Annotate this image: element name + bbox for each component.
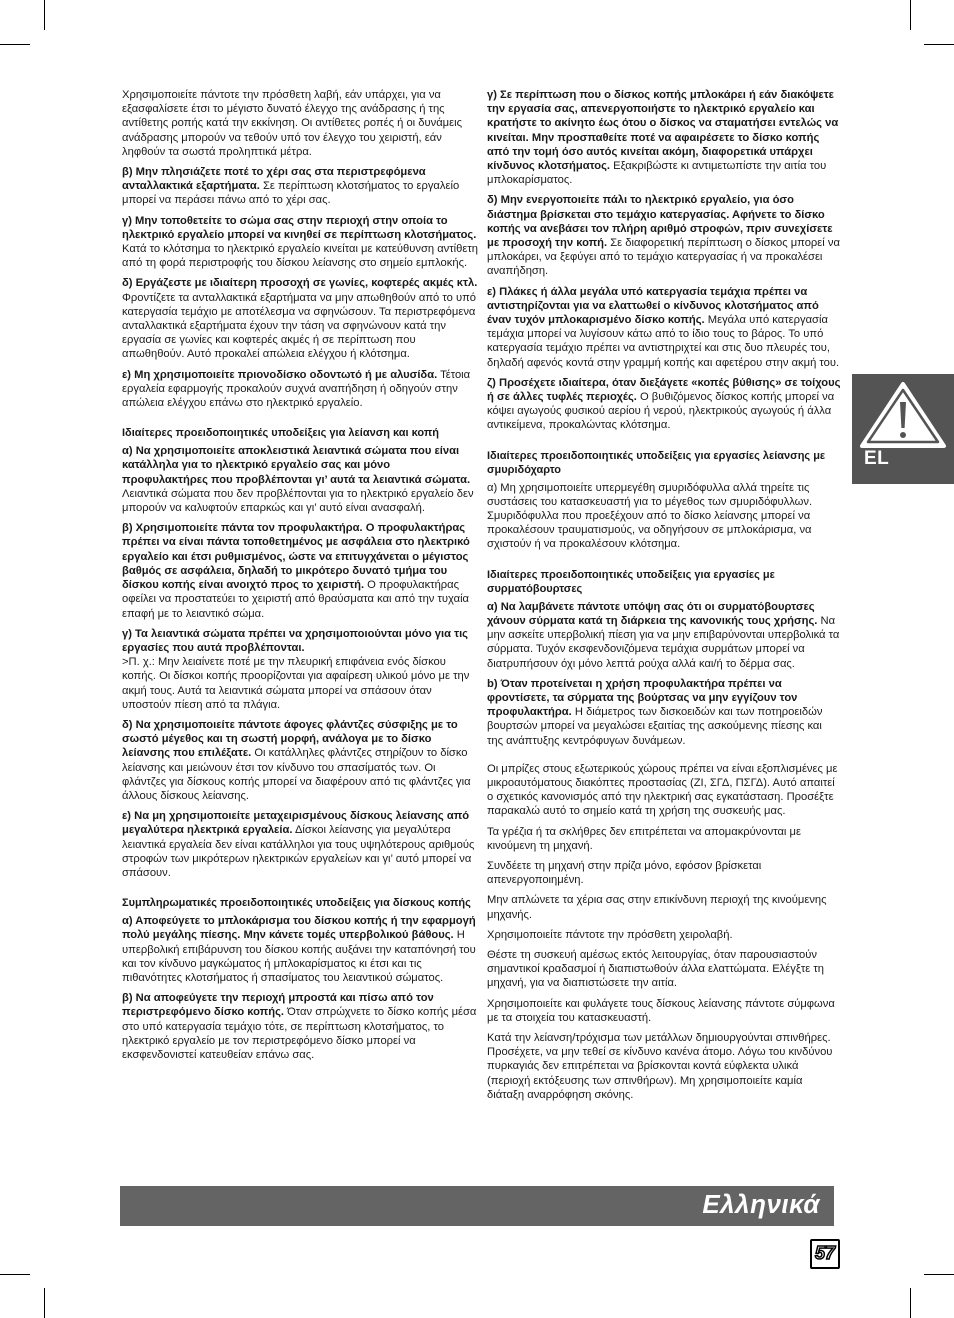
warning-triangle-icon: [856, 378, 950, 452]
crop-mark: [924, 1274, 954, 1275]
paragraph: [487, 1031, 841, 1102]
paragraph: [122, 444, 478, 515]
paragraph: [487, 928, 841, 942]
section-heading: [487, 449, 841, 477]
paragraph-text: Οι κατάλληλες φλάντζες στηρίζουν το δίσκο λείανσης και μειώνουν έτσι τον κίνδυνο του σπασίματός των. Οι φλάντζες για δίσκους κοπής μπορεί να διαφέρουν από τις φλάντζες για άλλους δίσκους λείανσης.: [122, 747, 471, 802]
paragraph: [122, 991, 478, 1062]
right-column: [487, 88, 841, 1108]
paragraph: [487, 859, 841, 887]
paragraph-lead: Ιδιαίτερες προειδοποιητικές υποδείξεις για εργασίες με συρματόβουρτσες: [487, 568, 775, 595]
paragraph-text: Συνδέετε τη μηχανή στην πρίζα μόνο, εφόσον βρίσκεται απενεργοποιημένη.: [487, 859, 762, 887]
page-number: 57: [810, 1239, 840, 1269]
paragraph-text: Μεγάλα υπό κατεργασία τεμάχια μπορεί να λυγίσουν κάτω από το ίδιο τους το βάρος. Το υπό κατεργασία τεμάχιο πρέπει να αντιστηριχτεί και στις δυο πλευρές του, δηλαδή αφενός κοντά στην γραμμή κοπής και αφετέρου στην ακμή του.: [487, 314, 840, 369]
paragraph: [487, 193, 841, 278]
paragraph: [487, 481, 841, 552]
left-column: [122, 88, 478, 1068]
paragraph-text: Οι μπρίζες στους εξωτερικούς χώρους πρέπει να είναι εξοπλισμένες με μικροαυτόματους διακόπτες προστασίας (ΖΙ, ΣΓΔ, ΠΣΓΔ). Αυτό απαιτεί ο σχετικός κανονισμός από την ηλεκτρική σας εγκατάσταση. Προσέξτε παρακαλώ αυτό το σημείο κατά τη χρήση της συσκευής μας.: [487, 762, 838, 818]
paragraph-text: Σε περίπτωση κλοτσήματος το εργαλείο μπορεί να περάσει πάνω από το χέρι σας.: [122, 180, 460, 207]
paragraph-text: Δίσκοι λείανσης για μεγαλύτερα λειαντικά εργαλεία δεν είναι κατάλληλοι για τους υψηλότερους αριθμούς στροφών των μικρότερων ηλεκτρικών εργαλείων και γι’ αυτό μπορεί να σπάσουν.: [122, 824, 475, 879]
paragraph: [487, 285, 841, 370]
footer-language-bar: [120, 1186, 834, 1226]
paragraph: [122, 214, 478, 271]
paragraph: [487, 762, 841, 819]
paragraph-text: >Π. χ.: Μην λειαίνετε ποτέ με την πλευρική επιφάνεια ενός δίσκου κοπής. Οι δίσκοι κοπής προορίζονται για αφαίρεση υλικού μόνο με την ακμή τους. Αυτά τα λειαντικά σώματα μπορεί να σπάσουν όταν υποστούν πίεση από τα πλάγια.: [122, 656, 470, 711]
language-warning-tab: [852, 374, 954, 484]
paragraph-lead: α) Να χρησιμοποιείτε αποκλειστικά λειαντικά σώματα που είναι κατάλληλα για το ηλεκτρικό εργαλείο σας και μόνο προφυλακτήρες που προβλέπονται γι’ αυτά τα λειαντικά σώματα.: [122, 445, 471, 486]
paragraph-lead: Ιδιαίτερες προειδοποιητικές υποδείξεις για λείανση και κοπή: [122, 427, 439, 440]
paragraph-lead: ε) Πλάκες ή άλλα μεγάλα υπό κατεργασία τεμάχια πρέπει να αντιστηρίζονται για να ελαττωθεί ο κίνδυνος κλοτσήματος από έναν τυχόν μπλοκαρισμένο δίσκο κοπής.: [487, 285, 819, 327]
crop-mark: [44, 1288, 45, 1318]
crop-mark: [910, 1288, 911, 1318]
paragraph: [122, 914, 478, 985]
paragraph-text: Μην απλώνετε τα χέρια σας στην επικίνδυνη περιοχή της κινούμενης μηχανής.: [487, 894, 827, 921]
paragraph-lead: α) Να λαμβάνετε πάντοτε υπόψη σας ότι οι συρματόβουρτσες χάνουν σύρματα κατά τη διάρκεια της κανονικής τους χρήσης.: [487, 600, 818, 627]
paragraph-lead: γ) Τα λειαντικά σώματα πρέπει να χρησιμοποιούνται μόνο για τις εργασίες που αυτά προβλέπονται.: [122, 627, 469, 654]
paragraph-text: Σε διαφορετική περίπτωση ο δίσκος μπορεί να μπλοκάρει, να ξεφύγει από το τεμάχιο κατεργασίας ή να προκαλέσει αναπήδηση.: [487, 237, 840, 278]
paragraph: [487, 948, 841, 991]
footer-language-title: Ελληνικά: [702, 1189, 820, 1219]
paragraph-text: Η διάμετρος των δισκοειδών και των ποτηροειδών βουρτσών μπορεί να μεγαλώσει εξαιτίας της ασκούμενης πίεσης και της ανάπτυξης κεντρόφυγων δυνάμεων.: [487, 706, 823, 747]
paragraph-text: Κατά την λείανση/τρόχισμα των μετάλλων δημιουργούνται σπινθήρες. Προσέχετε, να μην τεθεί σε κίνδυνο κανένα άτομο. Λόγω του κινδύνου πυρκαγιάς δεν επιτρέπεται να βρίσκονται κοντά εύφλεκτα υλικά (περιοχή εκτόξευσης των σπινθήρων). Μη χρησιμοποιείτε καμία διάταξη αναρρόφηση σκόνης.: [487, 1031, 833, 1101]
paragraph: [487, 677, 841, 748]
paragraph-text: Ο προφυλακτήρας οφείλει να προστατεύει το χειριστή από θραύσματα και από την τυχαία επαφή με το λειαντικό σώμα.: [122, 579, 470, 620]
paragraph-lead: β) Χρησιμοποιείτε πάντα τον προφυλακτήρα. Ο προφυλακτήρας πρέπει να είναι πάντα τοποθετημένος με ασφάλεια στο ηλεκτρικό εργαλείο και έτσι ρυθμισμένος, ώστε να επιτυγχάνεται ο μέγιστος βαθμός σε ασφάλεια, δηλαδή το μικρότερο δυνατό τμήμα του δίσκου κοπής είναι ανοιχτό προς το χειριστή.: [122, 522, 470, 592]
crop-mark: [0, 1274, 30, 1275]
crop-mark: [44, 0, 45, 30]
paragraph-text: Όταν σπρώχνετε το δίσκο κοπής μέσα στο υπό κατεργασία τεμάχιο τότε, σε περίπτωση κλοτσήματος, το ηλεκτρικό εργαλείο με τον περιστρεφόμενο δίσκο μπορεί να εκσφενδονιστεί κατευθείαν επάνω σας.: [122, 1006, 477, 1061]
paragraph-text: Λειαντικά σώματα που δεν προβλέπονται για το ηλεκτρικό εργαλείο δεν μπορούν να καλυφτούν επαρκώς και γι’ αυτό είναι ανασφαλή.: [122, 487, 474, 515]
paragraph: [487, 88, 841, 187]
paragraph: [122, 276, 478, 361]
paragraph: [487, 600, 841, 671]
section-heading: [487, 568, 841, 596]
paragraph-text: Χρησιμοποιείτε πάντοτε την πρόσθετη χειρολαβή.: [487, 928, 733, 941]
crop-mark: [910, 0, 911, 30]
section-heading: [122, 896, 478, 910]
paragraph: [122, 521, 478, 620]
paragraph: [122, 165, 478, 208]
paragraph-lead: α) Αποφεύγετε το μπλοκάρισμα του δίσκου κοπής ή την εφαρμογή πολύ μεγάλης πίεσης. Μην κάνετε τομές υπερβολικού βάθους.: [122, 915, 476, 942]
paragraph-text: Θέστε τη συσκευή αμέσως εκτός λειτουργίας, όταν παρουσιαστούν σημαντικοί κραδασμοί ή διαπιστωθούν άλλα ελαττώματα. Ελέγξτε τη μηχανή, για να διαπιστώσετε την αιτία.: [487, 948, 824, 990]
paragraph: [122, 809, 478, 880]
paragraph: [122, 88, 478, 159]
paragraph-lead: γ) Σε περίπτωση που ο δίσκος κοπής μπλοκάρει ή εάν διακόψετε την εργασία σας, απενεργοποιήστε το ηλεκτρικό εργαλείο και κρατήστε το ακίνητο έως ότου ο δίσκος να σταματήσει εντελώς να κινείται. Μην προσπαθείτε ποτέ να αφαιρέσετε το δίσκο κοπής από την τομή όσο αυτός κινείται ακόμη, διαφορετικά υπάρχει κίνδυνος κλοτσήματος.: [487, 89, 839, 173]
paragraph: [122, 368, 478, 411]
paragraph-text: Τα γρέζια ή τα σκλήθρες δεν επιτρέπεται να απομακρύνονται με κινούμενη τη μηχανή.: [487, 825, 801, 852]
language-code: EL: [864, 448, 890, 469]
crop-mark: [0, 44, 30, 45]
paragraph-text: Χρησιμοποιείτε και φυλάγετε τους δίσκους λείανσης πάντοτε σύμφωνα με τα στοιχεία του κατασκευαστή.: [487, 997, 835, 1024]
paragraph-text: α) Μη χρησιμοποιείτε υπερμεγέθη σμυριδόφυλλα αλλά τηρείτε τις συστάσεις του κατασκευαστή για το μέγεθος των σμυριδόφυλλων. Σμυριδόφυλλα που προεξέχουν από το δίσκο λείανσης μπορεί να προκαλέσουν τραυματισμούς, να οδηγήσουν σε μπλοκάρισμα, να σχιστούν ή να προκαλέσουν κλότσημα.: [487, 481, 813, 551]
crop-mark: [924, 44, 954, 45]
paragraph-text: Να μην ασκείτε υπερβολική πίεση για να μην επιβαρύνονται υπερβολικά τα σύρματα. Τυχόν εκσφενδονιζόμενα τεμάχια συρμάτων μπορεί να διατρυπήσουν όχι μόνο λεπτά ρούχα αλλά και/ή το δέρμα σας.: [487, 614, 840, 670]
paragraph-text: Φροντίζετε τα ανταλλακτικά εξαρτήματα να μην απωθηθούν από το υπό κατεργασία τεμάχιο με αποτέλεσμα να σφηνώσουν. Τα περιστρεφόμενα ανταλλακτικά εξαρτήματα έχουν την τάση να σφηνώνουν κατά την εργασία σε γωνίες και κοφτερές ακμές ή σε περίπτωση που απωθηθούν. Αυτό προκαλεί απώλεια ελέγχου ή κλότσημα.: [122, 291, 477, 361]
paragraph-lead: δ) Μην ενεργοποιείτε πάλι το ηλεκτρικό εργαλείο, για όσο διάστημα βρίσκεται στο τεμάχιο κατεργασίας. Αφήνετε το δίσκο κοπής να ανεβάσει τον πλήρη αριθμό στροφών, πριν συνεχίσετε με προσοχή την κοπή.: [487, 194, 833, 250]
paragraph-lead: Συμπληρωματικές προειδοποιητικές υποδείξεις για δίσκους κοπής: [122, 897, 471, 910]
paragraph-lead: β) Μην πλησιάζετε ποτέ το χέρι σας στα περιστρεφόμενα ανταλλακτικά εξαρτήματα.: [122, 166, 426, 193]
paragraph: [122, 718, 478, 803]
paragraph: [122, 627, 478, 712]
paragraph-lead: b) Όταν προτείνεται η χρήση προφυλακτήρα πρέπει να φροντίσετε, τα σύρματα της βούρτσας να μην εγγίζουν τον προφυλακτήρα.: [487, 677, 798, 719]
paragraph-lead: ζ) Προσέχετε ιδιαίτερα, όταν διεξάγετε «κοπές βύθισης» σε τοίχους ή σε άλλες τυφλές περιοχές.: [487, 376, 841, 404]
paragraph-text: Η υπερβολική επιβάρυνση του δίσκου κοπής αυξάνει την καταπόνησή του και τον κίνδυνο μαγκώματος ή μπλοκαρίσματος κι έτσι και τις πιθανότητες κλοτσήματος ή σπασίματος του λειαντικού σώματος.: [122, 929, 476, 984]
paragraph-text: Κατά το κλότσημα το ηλεκτρικό εργαλείο κινείται με κατεύθυνση αντίθετη από τη φορά περιστροφής του δίσκου λείανσης στο σημείο εμπλοκής.: [122, 243, 479, 270]
section-heading: [122, 426, 478, 440]
paragraph-text: Ο βυθιζόμενος δίσκος κοπής μπορεί να κόψει αγωγούς φυσικού αερίου ή νερού, ηλεκτρικούς αγωγούς ή άλλα αντικείμενα, προκαλώντας κλότσημα.: [487, 391, 835, 432]
paragraph-lead: β) Να αποφεύγετε την περιοχή μπροστά και πίσω από τον περιστρεφόμενο δίσκο κοπής.: [122, 992, 434, 1019]
paragraph-text: Εξακριβώστε κι αντιμετωπίστε την αιτία του μπλοκαρίσματος.: [487, 160, 827, 187]
paragraph-text: Τέτοια εργαλεία εφαρμογής προκαλούν συχνά αναπήδηση ή οδηγούν στην απώλεια ελέγχου επάνω στο ηλεκτρικό εργαλείο.: [122, 368, 471, 410]
paragraph-lead: Ιδιαίτερες προειδοποιητικές υποδείξεις για εργασίες λείανσης με σμυριδόχαρτο: [487, 449, 826, 476]
paragraph-text: Χρησιμοποιείτε πάντοτε την πρόσθετη λαβή, εάν υπάρχει, για να εξασφαλίσετε έτσι το μέγιστο δυνατό έλεγχο της ανάδρασης ή της αντίθετης ροπής κατά την εκκίνηση. Οι αντίθετες ροπές ή οι δυνάμεις ανάδρασης μπορούν να τεθούν υπό τον έλεγχο του χειριστή, εάν ληφθούν τα σωστά προληπτικά μέτρα.: [122, 89, 462, 158]
paragraph-lead: ε) Να μη χρησιμοποιείτε μεταχειρισμένους δίσκους λείανσης από μεγαλύτερα ηλεκτρικά εργαλεία.: [122, 810, 470, 837]
paragraph-lead: δ) Να χρησιμοποιείτε πάντοτε άφογες φλάντζες σύσφιξης με το σωστό μέγεθος και τη σωστή μορφή, ανάλογα με το δίσκο λείανσης που επιλέξατε.: [122, 718, 458, 760]
paragraph-lead: ε) Μη χρησιμοποιείτε πριονοδίσκο οδοντωτό ή με αλυσίδα.: [122, 368, 438, 381]
paragraph-lead: δ) Εργάζεστε με ιδιαίτερη προσοχή σε γωνίες, κοφτερές ακμές κτλ.: [122, 277, 478, 290]
paragraph: [487, 825, 841, 853]
paragraph: [487, 997, 841, 1025]
paragraph: [487, 376, 841, 433]
paragraph-lead: γ) Μην τοποθετείτε το σώμα σας στην περιοχή στην οποία το ηλεκτρικό εργαλείο μπορεί να κινηθεί σε περίπτωση κλοτσήματος.: [122, 214, 477, 241]
paragraph: [487, 893, 841, 921]
